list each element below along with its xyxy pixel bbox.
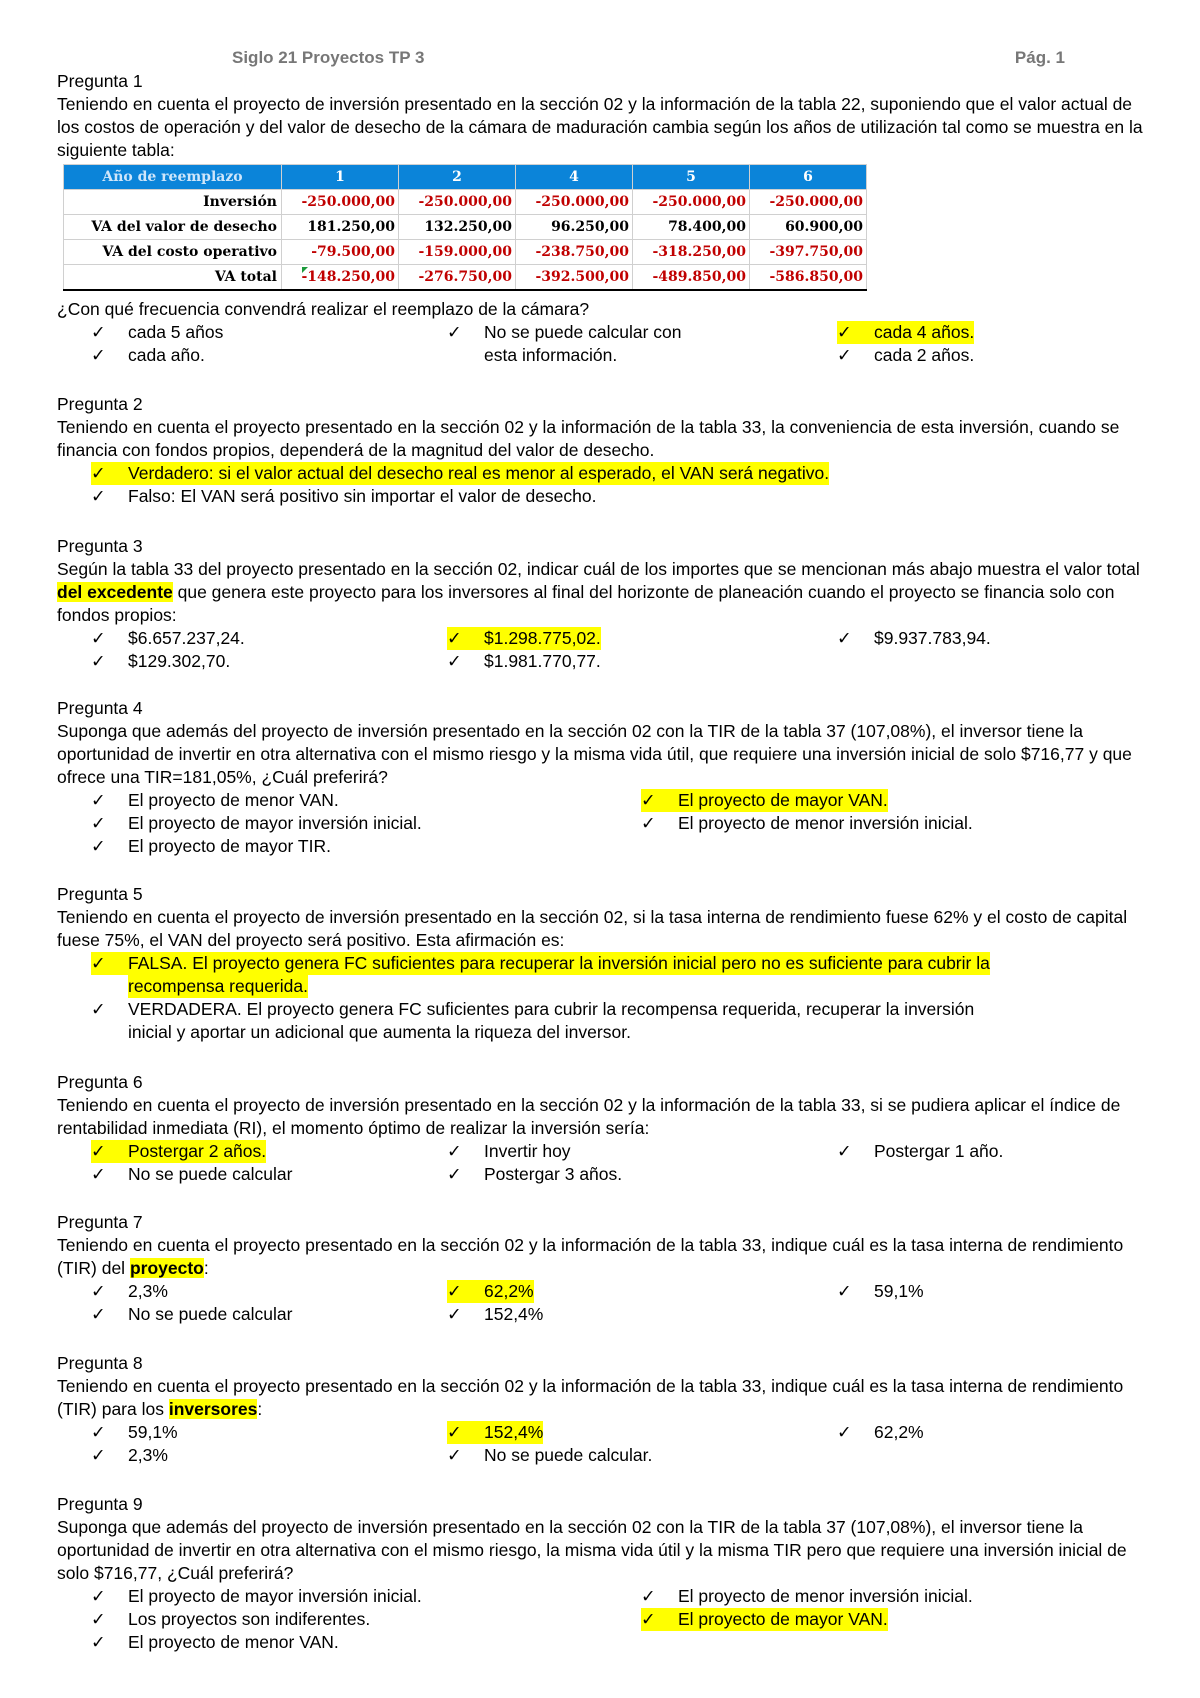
answer-option[interactable]: [641, 1585, 973, 1608]
answer-option[interactable]: [641, 812, 973, 835]
answer-option[interactable]: [837, 1140, 1003, 1163]
question-3: [57, 535, 1157, 673]
answer-option[interactable]: [57, 1585, 422, 1608]
answer-option[interactable]: [447, 1444, 652, 1467]
option-text: No se puede calcular con: [484, 322, 682, 342]
option-text: No se puede calcular.: [484, 1445, 653, 1465]
checkmark-icon: ✓: [837, 345, 852, 365]
table-cell: -489.850,00: [633, 265, 750, 291]
question-4: [57, 697, 1157, 858]
answer-option[interactable]: [57, 1421, 178, 1444]
checkmark-icon: ✓: [91, 1586, 106, 1606]
checkmark-icon: ✓: [641, 790, 656, 810]
answer-option[interactable]: [837, 1280, 924, 1303]
question-label: Pregunta 3: [57, 536, 143, 556]
table-cell: -148.250,00: [282, 265, 399, 291]
option-text: No se puede calcular: [128, 1164, 293, 1184]
checkmark-icon: ✓: [91, 345, 106, 365]
option-text: VERDADERA. El proyecto genera FC suficientes para cubrir la recompensa requerida, recuperar la inversión: [128, 999, 975, 1019]
table-row: [64, 215, 867, 240]
table-cell: 96.250,00: [516, 215, 633, 240]
question-label: Pregunta 4: [57, 698, 143, 718]
question-text: Suponga que además del proyecto de inversión presentado en la sección 02 con la TIR de la tabla 37 (107,08%), el inversor tiene la oportunidad de invertir en otra alternativa con el mismo riesgo y la misma vida útil, que requiere una inversión inicial de solo $716,77 y que ofrece una TIR=181,05%, ¿Cuál preferirá?: [57, 721, 1132, 787]
question-label: Pregunta 7: [57, 1212, 143, 1232]
option-text: $6.657.237,24.: [128, 628, 245, 648]
question-text: Teniendo en cuenta el proyecto presentado en la sección 02 y la información de la tabla 33, la conveniencia de esta inversión, cuando se financia con fondos propios, dependerá de la magnitud del valor de desecho.: [57, 417, 1120, 460]
checkmark-icon: ✓: [837, 322, 852, 342]
checkmark-icon: ✓: [837, 1141, 852, 1161]
checkmark-icon: ✓: [91, 463, 106, 483]
question-text: Teniendo en cuenta el proyecto de inversión presentado en la sección 02 y la información de la tabla 22, suponiendo que el valor actual de los costos de operación y del valor de desecho de la cámara de maduración cambia según los años de utilización tal como se muestra en la siguiente tabla:: [57, 94, 1143, 160]
option-text: FALSA. El proyecto genera FC suficientes para recuperar la inversión inicial pero no es suficiente para cubrir la: [128, 953, 990, 973]
checkmark-icon: ✓: [837, 1281, 852, 1301]
answer-option-correct[interactable]: [91, 462, 829, 485]
table-header-cell: 2: [399, 165, 516, 190]
answer-option[interactable]: [57, 485, 597, 508]
option-text: $1.298.775,02.: [484, 628, 601, 648]
table-cell: -159.000,00: [399, 240, 516, 265]
answer-option[interactable]: [57, 1631, 339, 1654]
option-text: Falso: El VAN será positivo sin importar el valor de desecho.: [128, 486, 597, 506]
table-row: [64, 190, 867, 215]
table-header-cell: 5: [633, 165, 750, 190]
replacement-table: [63, 164, 867, 291]
option-text: cada 5 años: [128, 322, 224, 342]
question-1-options: [57, 298, 1157, 367]
answer-option[interactable]: [837, 1421, 924, 1444]
checkmark-icon: ✓: [91, 1164, 106, 1184]
checkmark-icon: ✓: [91, 322, 106, 342]
option-text: 152,4%: [484, 1422, 544, 1442]
option-text: El proyecto de mayor VAN.: [678, 1609, 888, 1629]
checkmark-icon: ✓: [91, 813, 106, 833]
question-label: Pregunta 5: [57, 884, 143, 904]
option-text: 62,2%: [874, 1422, 924, 1442]
checkmark-icon: ✓: [91, 1609, 106, 1629]
option-text: $129.302,70.: [128, 651, 231, 671]
table-cell: -397.750,00: [750, 240, 867, 265]
header-title: Siglo 21 Proyectos TP 3: [232, 48, 425, 67]
checkmark-icon: ✓: [447, 1281, 462, 1301]
table-header-row: [64, 165, 867, 190]
answer-option[interactable]: [57, 812, 422, 835]
answer-option[interactable]: [447, 1303, 543, 1326]
checkmark-icon: ✓: [447, 1422, 462, 1442]
option-text: El proyecto de mayor inversión inicial.: [128, 813, 422, 833]
checkmark-icon: ✓: [447, 1141, 462, 1161]
table-cell: 132.250,00: [399, 215, 516, 240]
option-text: El proyecto de menor inversión inicial.: [678, 813, 973, 833]
checkmark-icon: ✓: [91, 486, 106, 506]
table-header-cell: 4: [516, 165, 633, 190]
option-text: $1.981.770,77.: [484, 651, 601, 671]
option-text: Postergar 3 años.: [484, 1164, 623, 1184]
question-text: Suponga que además del proyecto de inversión presentado en la sección 02 con la TIR de la tabla 37 (107,08%), el inversor tiene la oportunidad de invertir en otra alternativa con el mismo riesgo, la misma vida útil y la misma TIR pero que requiere una inversión inicial de solo $716,77, ¿Cuál preferirá?: [57, 1517, 1127, 1583]
answer-option[interactable]: [57, 1280, 168, 1303]
table-cell: 60.900,00: [750, 215, 867, 240]
option-text: El proyecto de menor VAN.: [128, 1632, 339, 1652]
table-cell: 181.250,00: [282, 215, 399, 240]
question-label: Pregunta 6: [57, 1072, 143, 1092]
option-text: El proyecto de menor VAN.: [128, 790, 339, 810]
question-text: Teniendo en cuenta el proyecto de inversión presentado en la sección 02 y la información de la tabla 33, si se pudiera aplicar el índice de rentabilidad inmediata (RI), el momento óptimo de realizar la inversión sería:: [57, 1095, 1121, 1138]
option-text: $9.937.783,94.: [874, 628, 991, 648]
checkmark-icon: ✓: [91, 790, 106, 810]
answer-option[interactable]: [447, 1163, 622, 1186]
checkmark-icon: ✓: [91, 1304, 106, 1324]
option-text: Invertir hoy: [484, 1141, 571, 1161]
question-text: Teniendo en cuenta el proyecto presentado en la sección 02 y la información de la tabla 33, indique cuál es la tasa interna de rendimiento (TIR) para los inversores:: [57, 1376, 1124, 1419]
answer-option[interactable]: [57, 835, 331, 858]
option-text: Postergar 1 año.: [874, 1141, 1004, 1161]
question-7: [57, 1211, 1157, 1326]
answer-option[interactable]: [57, 321, 223, 344]
option-text: Los proyectos son indiferentes.: [128, 1609, 371, 1629]
question-label: Pregunta 9: [57, 1494, 143, 1514]
table-cell: -276.750,00: [399, 265, 516, 291]
option-text-continued: recompensa requerida.: [128, 976, 308, 996]
answer-option[interactable]: [57, 650, 230, 673]
checkmark-icon: ✓: [641, 1586, 656, 1606]
question-label: Pregunta 2: [57, 394, 143, 414]
table-header-cell: 6: [750, 165, 867, 190]
checkmark-icon: ✓: [91, 1445, 106, 1465]
row-label: VA del costo operativo: [64, 240, 282, 265]
option-text: cada 2 años.: [874, 345, 975, 365]
answer-option[interactable]: [57, 344, 205, 367]
answer-option[interactable]: [57, 627, 245, 650]
option-text: El proyecto de mayor inversión inicial.: [128, 1586, 422, 1606]
checkmark-icon: ✓: [447, 1304, 462, 1324]
answer-option[interactable]: [57, 1444, 168, 1467]
option-text: 62,2%: [484, 1281, 534, 1301]
table-cell: -586.850,00: [750, 265, 867, 291]
checkmark-icon: ✓: [91, 836, 106, 856]
table-cell: -250.000,00: [282, 190, 399, 215]
checkmark-icon: ✓: [447, 628, 462, 648]
checkmark-icon: ✓: [837, 1422, 852, 1442]
option-text: 59,1%: [128, 1422, 178, 1442]
answer-option-correct[interactable]: [837, 321, 974, 344]
table-cell: -250.000,00: [399, 190, 516, 215]
answer-option[interactable]: [837, 344, 974, 367]
checkmark-icon: ✓: [91, 1281, 106, 1301]
table-cell: -238.750,00: [516, 240, 633, 265]
answer-option-correct[interactable]: [641, 789, 888, 812]
answer-option[interactable]: [57, 998, 974, 1021]
checkmark-icon: ✓: [837, 628, 852, 648]
table-cell: -250.000,00: [750, 190, 867, 215]
table-cell: 78.400,00: [633, 215, 750, 240]
checkmark-icon: ✓: [91, 628, 106, 648]
answer-option[interactable]: [447, 321, 681, 344]
answer-option[interactable]: [57, 789, 339, 812]
answer-option-correct[interactable]: [91, 952, 990, 975]
highlighted-term: proyecto: [129, 1258, 204, 1278]
row-label: VA total: [64, 265, 282, 291]
answer-option-correct[interactable]: [447, 1421, 543, 1444]
page-header: [232, 46, 1157, 70]
question-prompt: ¿Con qué frecuencia convendrá realizar el reemplazo de la cámara?: [57, 299, 590, 319]
question-label: Pregunta 8: [57, 1353, 143, 1373]
checkmark-icon: ✓: [91, 1141, 106, 1161]
question-label: Pregunta 1: [57, 71, 143, 91]
checkmark-icon: ✓: [641, 1609, 656, 1629]
option-text: 59,1%: [874, 1281, 924, 1301]
table-header-cell: 1: [282, 165, 399, 190]
table-header-cell: Año de reemplazo: [64, 165, 282, 190]
table-cell: -250.000,00: [633, 190, 750, 215]
option-text: El proyecto de mayor TIR.: [128, 836, 331, 856]
question-5: [57, 883, 1157, 1044]
question-text: Teniendo en cuenta el proyecto de inversión presentado en la sección 02, si la tasa interna de rendimiento fuese 62% y el costo de capital fuese 75%, el VAN del proyecto será positivo. Esta afirmación es:: [57, 907, 1128, 950]
checkmark-icon: ✓: [641, 813, 656, 833]
option-text-continued: inicial y aportar un adicional que aumenta la riqueza del inversor.: [128, 1022, 631, 1042]
question-text: Teniendo en cuenta el proyecto presentado en la sección 02 y la información de la tabla 33, indique cuál es la tasa interna de rendimiento (TIR) del proyecto:: [57, 1235, 1124, 1278]
highlighted-term: inversores: [168, 1399, 258, 1419]
checkmark-icon: ✓: [91, 651, 106, 671]
table-row: [64, 240, 867, 265]
page-number: Pág. 1: [1014, 48, 1065, 67]
checkmark-icon: ✓: [447, 1445, 462, 1465]
option-text: Postergar 2 años.: [128, 1141, 267, 1161]
option-text: Verdadero: si el valor actual del desecho real es menor al esperado, el VAN será negativo.: [128, 463, 830, 483]
answer-option-correct[interactable]: [447, 627, 601, 650]
answer-option[interactable]: [837, 627, 991, 650]
answer-option[interactable]: [57, 1163, 292, 1186]
answer-option-correct[interactable]: [447, 1280, 534, 1303]
table-row: [64, 265, 867, 291]
answer-option-correct[interactable]: [91, 1140, 266, 1163]
question-9: [57, 1493, 1157, 1654]
answer-option-correct[interactable]: [641, 1608, 888, 1631]
row-label: Inversión: [64, 190, 282, 215]
checkmark-icon: ✓: [91, 999, 106, 1019]
question-1: [57, 70, 1157, 162]
option-text: No se puede calcular: [128, 1304, 293, 1324]
answer-option[interactable]: [57, 1303, 292, 1326]
option-text: El proyecto de menor inversión inicial.: [678, 1586, 973, 1606]
question-text: Según la tabla 33 del proyecto presentado en la sección 02, indicar cuál de los importes que se mencionan más abajo muestra el valor total del excedente que genera este proyecto para los inversores al final del horizonte de planeación cuando el proyecto se financia solo con fondos propios:: [57, 559, 1140, 625]
question-6: [57, 1071, 1157, 1186]
table-cell: -392.500,00: [516, 265, 633, 291]
question-8: [57, 1352, 1157, 1467]
question-2: [57, 393, 1157, 508]
answer-option[interactable]: [447, 650, 601, 673]
checkmark-icon: ✓: [447, 322, 462, 342]
option-text-continued: esta información.: [484, 345, 618, 365]
answer-option[interactable]: [57, 1608, 370, 1631]
option-text: 152,4%: [484, 1304, 544, 1324]
option-text: cada 4 años.: [874, 322, 975, 342]
highlighted-term: del excedente: [57, 582, 173, 602]
row-label: VA del valor de desecho: [64, 215, 282, 240]
checkmark-icon: ✓: [447, 651, 462, 671]
option-text: El proyecto de mayor VAN.: [678, 790, 888, 810]
option-text: 2,3%: [128, 1445, 168, 1465]
table-cell: -79.500,00: [282, 240, 399, 265]
answer-option[interactable]: [447, 1140, 571, 1163]
table-cell: -250.000,00: [516, 190, 633, 215]
option-text: 2,3%: [128, 1281, 168, 1301]
checkmark-icon: ✓: [91, 953, 106, 973]
table-cell: -318.250,00: [633, 240, 750, 265]
cell-comment-marker: [302, 267, 308, 273]
option-text: cada año.: [128, 345, 205, 365]
checkmark-icon: ✓: [91, 1632, 106, 1652]
checkmark-icon: ✓: [447, 1164, 462, 1184]
checkmark-icon: ✓: [91, 1422, 106, 1442]
